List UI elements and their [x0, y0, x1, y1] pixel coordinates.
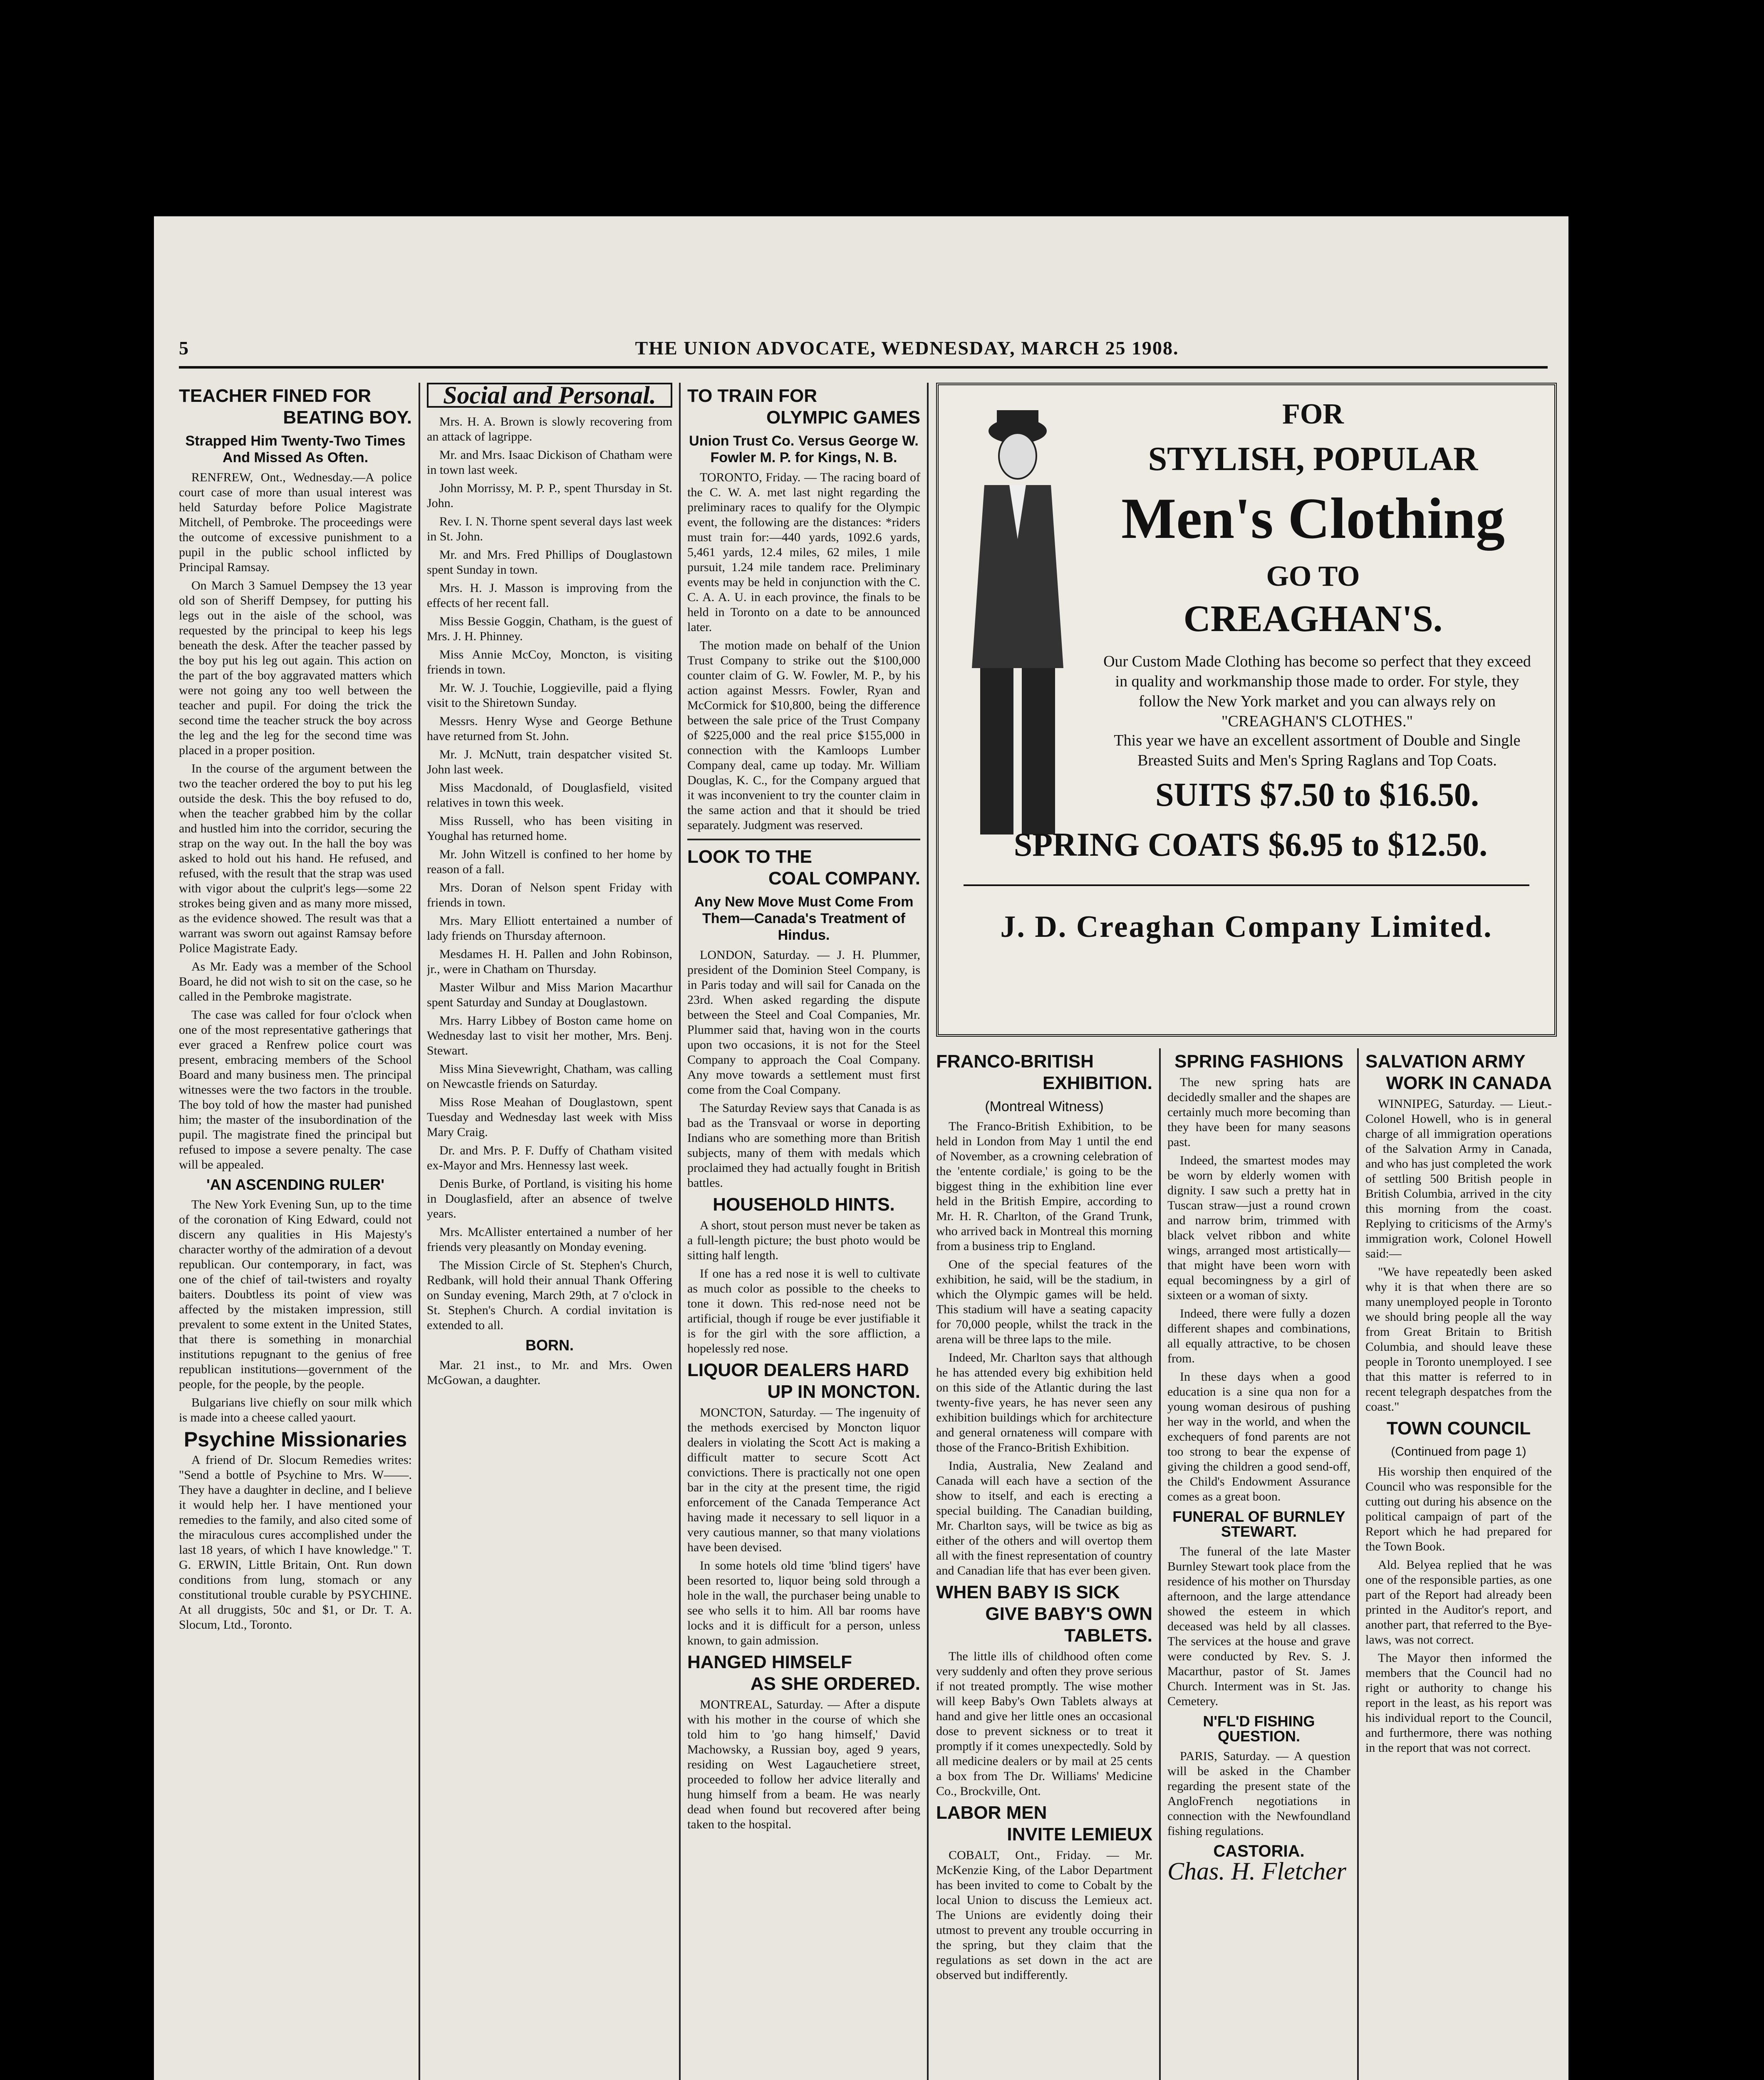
ad-assortment-text: This year we have an excellent assortment of Double and Single Breasted Suits and Men's Spring Raglans and Top Coats.: [1114, 732, 1521, 769]
personal-item: Miss Russell, who has been visiting in Youghal has returned home.: [427, 814, 672, 843]
personal-item: Miss Bessie Goggin, Chatham, is the guest of Mrs. J. H. Phinney.: [427, 614, 672, 643]
newspaper-page: [154, 216, 1568, 2080]
born-notice: Mar. 21 inst., to Mr. and Mrs. Owen McGowan, a daughter.: [427, 1358, 672, 1387]
source-line: (Montreal Witness): [985, 1099, 1104, 1114]
headline-line-2: UP IN MONCTON.: [767, 1382, 920, 1402]
headline-line-1: LIQUOR DEALERS HARD: [687, 1360, 909, 1380]
headline-hanged: [687, 1652, 920, 1695]
column-rule: [679, 383, 681, 2080]
personal-item: Miss Macdonald, of Douglasfield, visited relatives in town this week.: [427, 781, 672, 810]
deck-coal: Any New Move Must Come From Them—Canada's Treatment of Hindus.: [694, 894, 914, 943]
personal-item: Mr. W. J. Touchie, Loggieville, paid a flying visit to the Shiretown Sunday.: [427, 681, 672, 710]
article-text: WINNIPEG, Saturday. — Lieut.-Colonel Howell, who is in general charge of all immigration operations of the Salvation Army in Canada, and who has just completed the work of settling 500 British people in British Columbia, arrived in the city this morning from the coast. Replying to criticisms of the Army's immigration work, Colonel Howell said:—: [1365, 1097, 1552, 1260]
article-text: The funeral of the late Master Burnley Stewart took place from the residence of his mother on Thursday afternoon, and the large attendance showed the esteem in which deceased was held by all classes. The services at the house and grave were conducted by Rev. S. J. Macarthur, pastor of St. James Church. Interment was in St. Jas. Cemetery.: [1167, 1545, 1350, 1708]
article-text: The motion made on behalf of the Union Trust Company to strike out the $100,000 counter claim of G. W. Fowler, M. P., by his action against Messrs. Fowler, Ryan and McCormick for $10,800, being the difference between the sale price of the Trust Company of $225,000 and the real price $155,000 in connection with the Kamloops Lumber Company deal, came up today. Mr. William Douglas, K. C., for the Company argued that it was inconvenient to try the counter claim in the same action and that it should be tried separately. Judgment was reserved.: [687, 639, 920, 832]
article-text: The New York Evening Sun, up to the time of the coronation of King Edward, could not discern any qualities in His Majesty's character worthy of the admiration of a devout republican. Our contemporary, in fact, was one of the chief of tail-twisters and royalty baiters. Doubtless its point of view was affected by the mistaken impression, still prevalent to some extent in the United States, that there is something in monarchial institutions repugnant to the genius of free republican institutions—government of the people, for the people, by the people.: [179, 1198, 412, 1391]
column-4: [936, 1048, 1152, 2080]
ad-company: J. D. Creaghan Company Limited.: [1000, 910, 1493, 944]
personal-item: Rev. I. N. Thorne spent several days last week in St. John.: [427, 515, 672, 543]
headline-spring-fashions: SPRING FASHIONS: [1174, 1051, 1343, 1072]
headline-teacher: [179, 385, 412, 428]
headline-line-1: LOOK TO THE: [687, 847, 812, 867]
deck-olympic: Union Trust Co. Versus George W. Fowler M. P. for Kings, N. B.: [689, 433, 919, 466]
personal-item: Mesdames H. H. Pallen and John Robinson, jr., were in Chatham on Thursday.: [427, 947, 672, 976]
personal-item: John Morrissy, M. P. P., spent Thursday in St. John.: [427, 481, 672, 510]
column-3: [687, 383, 920, 2080]
headline-funeral: FUNERAL OF BURNLEY STEWART.: [1172, 1508, 1345, 1540]
article-text: Indeed, the smartest modes may be worn by elderly women with dignity. I saw such a pretty hat in Tuscan straw—just a round crown and narrow brim, trimmed with black velvet ribbon and white wings, arranged most artistically—that might have been worn with equal becomingness by a girl of sixteen or a woman of sixty.: [1167, 1154, 1350, 1302]
headline-line-2: EXHIBITION.: [1042, 1073, 1152, 1093]
ad-creaghans: CREAGHAN'S.: [1183, 598, 1443, 639]
column-6: [1365, 1048, 1552, 2080]
ad-for: FOR: [1282, 398, 1344, 430]
ad-mens-clothing: Men's Clothing: [1121, 486, 1505, 551]
continued-line: (Continued from page 1): [1391, 1445, 1526, 1458]
ad-stylish: STYLISH, POPULAR: [1148, 440, 1478, 478]
page-header: [179, 337, 1548, 369]
headline-line-2: WORK IN CANADA: [1386, 1073, 1552, 1093]
castoria-heading: CASTORIA.: [1213, 1842, 1305, 1860]
article-text: If one has a red nose it is well to cultivate as much color as possible to the cheeks to tone it down. This red-nose need not be artificial, though if rouge be ever justifiable it is for the girl with the sore affliction, a hopelessly red nose.: [687, 1267, 920, 1355]
personal-item: Miss Rose Meahan of Douglastown, spent Tuesday and Wednesday last week with Miss Mary Craig.: [427, 1095, 672, 1139]
article-text: MONTREAL, Saturday. — After a dispute with his mother in the course of which she told him to 'go hang himself,' David Machowsky, a Russian boy, aged 9 years, residing on West Lagauchetiere street, proceeded to follow her advice literally and hung himself from a beam. He was nearly dead when found but recovered after being taken to the hospital.: [687, 1698, 920, 1831]
personal-item: Mr. John Witzell is confined to her home by reason of a fall.: [427, 847, 672, 876]
headline-line-2: OLYMPIC GAMES: [766, 407, 920, 428]
article-text: TORONTO, Friday. — The racing board of the C. W. A. met last night regarding the preliminary races to qualify for the Olympic event, the following are the distances: *riders must train for:—440 yards, 1092.6 yards, 5,461 yards, 12.4 miles, 62 miles, 1 mile pursuit, 1.24 mile tandem race. Preliminary events may be held in conjunction with the C. C. A. A. U. in each province, the finals to be held in Toronto on a date to be announced later.: [687, 470, 920, 634]
article-text: In some hotels old time 'blind tigers' have been resorted to, liquor being sold through a hole in the wall, the purchaser being unable to see who sells it to him. All bar rooms have locks and it is difficult for a person, unless known, to gain admission.: [687, 1559, 920, 1647]
article-text: The new spring hats are decidedly smaller and the shapes are certainly much more becoming than they have been for many seasons past.: [1167, 1075, 1350, 1149]
masthead: THE UNION ADVOCATE, WEDNESDAY, MARCH 25 1908.: [635, 337, 1179, 359]
headline-household: HOUSEHOLD HINTS.: [713, 1194, 895, 1215]
ad-text: A friend of Dr. Slocum Remedies writes: "Send a bottle of Psychine to Mrs. W——. They have a daughter in decline, and I believe it would help her. I have mentioned your remedies to the family, and also cited some of the miraculous cures accomplished under the last 18 years, of which I have knowledge." T. G. ERWIN, Little Britain, Ont. Run down conditions from lung, stomach or any constitutional trouble curable by PSYCHINE. At all druggists, 50c and $1, or Dr. T. A. Slocum, Ltd., Toronto.: [179, 1453, 412, 1632]
headline-ascending: 'AN ASCENDING RULER': [206, 1176, 384, 1193]
personal-item: Messrs. Henry Wyse and George Bethune have returned from St. John.: [427, 714, 672, 743]
creaghan-clothing-ad: [936, 383, 1557, 1037]
headline-olympic: [687, 385, 920, 428]
page-number: 5: [179, 337, 188, 359]
personal-item: Master Wilbur and Miss Marion Macarthur spent Saturday and Sunday at Douglastown.: [427, 981, 672, 1009]
article-text: One of the special features of the exhibition, he said, will be the stadium, in which the Olympic games will be held. This stadium will have a seating capacity for 70,000 people, whilst the track in the arena will be three laps to the mile.: [936, 1258, 1152, 1346]
personal-item: Miss Annie McCoy, Moncton, is visiting friends in town.: [427, 648, 672, 676]
personal-item: Mr. J. McNutt, train despatcher visited St. John last week.: [427, 748, 672, 776]
headline-coal: [687, 846, 920, 889]
ad-suits-price: SUITS $7.50 to $16.50.: [1155, 777, 1479, 813]
article-text: Bulgarians live chiefly on sour milk which is made into a cheese called yaourt.: [179, 1396, 412, 1424]
headline-line-1: TO TRAIN FOR: [687, 386, 818, 406]
article-text: In the course of the argument between the two the teacher ordered the boy to put his leg outside the desk. This the boy refused to do, when the teacher grabbed him by the collar and hustled him into the corridor, securing the strap on the way out. In the hall the boy was asked to hold out his hand. He refused, and refused, with the result that the strap was used with vigor about the culprit's legs—some 22 strokes being given and as many more missed, as the evidence showed. The result was that a warrant was sworn out against Ramsay before Police Magistrate Eady.: [179, 762, 412, 955]
personal-item: Mrs. Doran of Nelson spent Friday with friends in town.: [427, 881, 672, 909]
headline-line-2: BEATING BOY.: [283, 407, 412, 428]
article-text: RENFREW, Ont., Wednesday.—A police court case of more than usual interest was held Saturday before Police Magistrate Mitchell, of Pembroke. The proceedings were the outcome of excessive punishment to a pupil in the public school inflicted by Principal Ramsay.: [179, 470, 412, 574]
column-rule: [1159, 1048, 1161, 2080]
article-text: In these days when a good education is a sine qua non for a young woman desirous of pushing her way in the world, and when the exchequers of fond parents are not too strong to bear the expense of giving the children a good send-off, the Child's Endowment Assurance comes as a great boon.: [1167, 1370, 1350, 1503]
headline-line-2: INVITE LEMIEUX: [1007, 1824, 1152, 1845]
personal-item: Miss Mina Sievewright, Chatham, was calling on Newcastle friends on Saturday.: [427, 1062, 672, 1091]
article-text: A short, stout person must never be taken as a full-length picture; the bust photo would be sitting half length.: [687, 1218, 920, 1262]
personal-item: Mrs. H. J. Masson is improving from the effects of her recent fall.: [427, 581, 672, 610]
headline-line-2: COAL COMPANY.: [768, 868, 920, 889]
personal-item: Mr. and Mrs. Fred Phillips of Douglastown spent Sunday in town.: [427, 548, 672, 577]
personal-item: Dr. and Mrs. P. F. Duffy of Chatham visited ex-Mayor and Mrs. Hennessy last week.: [427, 1144, 672, 1172]
article-text: The Mayor then informed the members that the Council had no right or authority to change his report in the least, as his report was his individual report to the Council, and furthermore, there was nothing in the report that was not correct.: [1365, 1651, 1552, 1755]
personal-item: Mr. and Mrs. Isaac Dickison of Chatham were in town last week.: [427, 448, 672, 477]
column-5: [1167, 1048, 1350, 2080]
article-text: The case was called for four o'clock when one of the most representative gatherings that ever graced a Renfrew police court was present, embracing members of the School Board and many business men. The principal witnesses were the two factors in the trouble. The boy told of how the master had punished him; the master of the insubordination of the pupil. The magistrate fined the principal but refused to impose a severe penalty. The case will be appealed.: [179, 1008, 412, 1171]
article-text: His worship then enquired of the Council who was responsible for the cutting out during his absence on the political campaign of part of the Report which he had prepared for the Town Book.: [1365, 1465, 1552, 1553]
headline-fishing: N'FL'D FISHING QUESTION.: [1203, 1713, 1315, 1745]
headline-exhibition: [936, 1051, 1152, 1094]
headline-line-1: FRANCO-BRITISH: [936, 1051, 1094, 1072]
personal-item: Mrs. McAllister entertained a number of her friends very pleasantly on Monday evening.: [427, 1225, 672, 1254]
social-personal-heading: Social and Personal.: [427, 383, 672, 408]
personal-item: Mrs. Harry Libbey of Boston came home on Wednesday last to visit her mother, Mrs. Benj. Stewart.: [427, 1014, 672, 1057]
headline-born: BORN.: [525, 1337, 574, 1354]
article-text: The little ills of childhood often come very suddenly and often they prove serious if not treated promptly. The wise mother will keep Baby's Own Tablets always at hand and give her little ones an occasional dose to prevent sickness or to treat it promptly if it comes unexpectedly. Sold by all medicine dealers or by mail at 25 cents a box from The Dr. Williams' Medicine Co., Brockville, Ont.: [936, 1649, 1152, 1798]
personal-item: Mrs. H. A. Brown is slowly recovering from an attack of lagrippe.: [427, 415, 672, 443]
headline-line-1: TEACHER FINED FOR: [179, 386, 371, 406]
personal-item: Denis Burke, of Portland, is visiting his home in Douglasfield, after an absence of twelve years.: [427, 1177, 672, 1221]
personal-item: The Mission Circle of St. Stephen's Church, Redbank, will hold their annual Thank Offering on Sunday evening, March 29th, at 7 o'clock in St. Stephen's Church. A cordial invitation is extended to all.: [427, 1258, 672, 1332]
article-text: On March 3 Samuel Dempsey the 13 year old son of Sheriff Dempsey, for putting his legs out in the aisle of the school, was requested by the principal to keep his legs beneath the desk. After the teacher passed by the boy put his leg out again. This action on the part of the boy aggravated matters which were not going any too well between the teacher and pupil. For doing the trick the second time the teacher struck the boy across the leg and the leg for the second time was placed in a proper position.: [179, 579, 412, 757]
article-text: Ald. Belyea replied that he was one of the responsible parties, as one part of the Report had already been printed in the Auditor's report, and another part, that referred to the Bye-laws, was not correct.: [1365, 1558, 1552, 1647]
headline-town-council: TOWN COUNCIL: [1386, 1418, 1531, 1439]
article-text: PARIS, Saturday. — A question will be asked in the Chamber regarding the present state of the AngloFrench negotiations in connection with the Newfoundland fishing regulations.: [1167, 1749, 1350, 1838]
column-1: [179, 383, 412, 2080]
article-text: The Saturday Review says that Canada is as bad as the Transvaal or worse in deporting Indians who are something more than British subjects, many of them with medals which proclaimed they had actually fought in British battles.: [687, 1101, 920, 1190]
column-rule: [927, 383, 929, 2080]
article-text: The Franco-British Exhibition, to be held in London from May 1 until the end of November, as a crowning celebration of the 'entente cordiale,' is going to be the biggest thing in the exhibition line ever held in the British Empire, according to Mr. H. R. Charlton, of the Grand Trunk, who arrived back in Montreal this morning from a business trip to England.: [936, 1119, 1152, 1253]
column-rule: [1357, 1048, 1359, 2080]
ad-divider: [964, 884, 1529, 886]
ad-go-to: GO TO: [1266, 560, 1360, 592]
article-text: India, Australia, New Zealand and Canada will each have a section of the show to itself, and each is erecting a special building. The Canadian building, Mr. Charlton says, will be twice as big as either of the others and will overtop them all with the finest representation of country and Canadian life that has ever been given.: [936, 1459, 1152, 1577]
column-rule: [419, 383, 420, 2080]
deck-teacher: Strapped Him Twenty-Two Times And Missed As Often.: [185, 433, 406, 466]
article-text: "We have repeatedly been asked why it is that when there are so many unemployed people in Toronto we should bring people all the way from Great Britain to British Columbia, and should leave these people in Toronto unemployed. I see that this matter is referred to in recent telegraph despatches from the coast.": [1365, 1265, 1552, 1414]
article-text: LONDON, Saturday. — J. H. Plummer, president of the Dominion Steel Company, is in Paris today and will sail for Canada on the 23rd. When asked regarding the dispute between the Steel and Coal Companies, Mr. Plummer said that, having won in the courts upon two occasions, it is not for the Steel Company to approach the Coal Company. Any move towards a settlement must first come from the Coal Company.: [687, 948, 920, 1097]
headline-line-1: SALVATION ARMY: [1365, 1051, 1526, 1072]
man-in-suit-illustration: [955, 402, 1080, 843]
article-text: Indeed, there were fully a dozen different shapes and combinations, all equally attractive, to be chosen from.: [1167, 1307, 1350, 1365]
headline-baby-sick: [936, 1582, 1152, 1647]
headline-line-1: HANGED HIMSELF: [687, 1652, 852, 1672]
castoria-signature: Chas. H. Fletcher: [1167, 1857, 1346, 1885]
headline-labor: [936, 1802, 1152, 1845]
article-text: COBALT, Ont., Friday. — Mr. McKenzie King, of the Labor Department has been invited to come to Cobalt by the local Union to discuss the Lemieux act. The Unions are evidently doing their utmost to prevent any trouble occurring in the spring, but they claim that the regulations as set down in the act are observed but indifferently.: [936, 1848, 1152, 1982]
article-text: MONCTON, Saturday. — The ingenuity of the methods exercised by Moncton liquor dealers in violating the Scott Act is making a difficult matter to secure Scott Act convictions. There is practically not one open bar in the city at the present time, the rigid enforcement of the Canada Temperance Act having made it necessary to sell liquor in a very cautious manner, so that many violations have been devised.: [687, 1406, 920, 1554]
personal-item: Mrs. Mary Elliott entertained a number of lady friends on Thursday afternoon.: [427, 914, 672, 943]
headline-line-1: WHEN BABY IS SICK: [936, 1582, 1120, 1602]
headline-psychine: Psychine Missionaries: [183, 1428, 407, 1451]
headline-line-2: AS SHE ORDERED.: [750, 1674, 920, 1694]
headline-line-2: GIVE BABY'S OWN TABLETS.: [985, 1604, 1152, 1646]
headline-line-1: LABOR MEN: [936, 1803, 1047, 1823]
ad-custom-text: Our Custom Made Clothing has become so perfect that they exceed in quality and workmanship those made to order. For style, they follow the New York market and you can always rely on "CREAGHAN'S CLOTHES.": [1103, 653, 1531, 730]
column-2: [427, 383, 672, 2080]
divider: [687, 839, 920, 840]
article-text: As Mr. Eady was a member of the School Board, he did not wish to sit on the case, so he called in the Pembroke magistrate.: [179, 960, 412, 1003]
headline-liquor: [687, 1359, 920, 1403]
headline-salvation: [1365, 1051, 1552, 1094]
ad-coats-price: SPRING COATS $6.95 to $12.50.: [1013, 827, 1488, 863]
article-text: Indeed, Mr. Charlton says that although he has attended every big exhibition held on this side of the Atlantic during the last twenty-five years, he has never seen any exhibition buildings which for architecture and general ornateness will compare with those of the Franco-British Exhibition.: [936, 1351, 1152, 1454]
